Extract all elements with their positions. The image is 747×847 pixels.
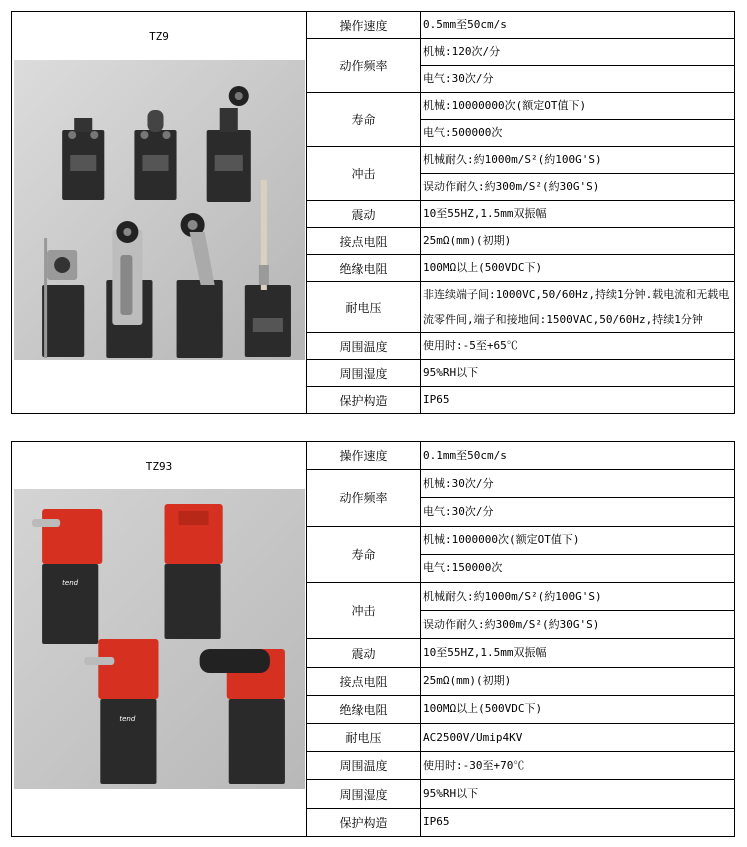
spec-label: 周围温度	[307, 333, 421, 360]
spec-value: 电气:500000次	[421, 120, 735, 147]
spec-table-tz9	[11, 11, 735, 414]
spec-value: 0.5mm至50cm/s	[421, 12, 735, 39]
spec-label: 冲击	[307, 583, 421, 639]
spec-label: 寿命	[307, 93, 421, 147]
spec-value: 0.1mm至50cm/s	[421, 442, 735, 470]
spec-label: 动作频率	[307, 39, 421, 93]
spec-value: 95%RH以下	[421, 360, 735, 387]
spec-label: 操作速度	[307, 442, 421, 470]
spec-label: 接点电阻	[307, 228, 421, 255]
spec-value: 机械:10000000次(额定OT值下)	[421, 93, 735, 120]
product-photo	[14, 489, 305, 789]
spec-value: 25mΩ(mm)(初期)	[421, 667, 735, 695]
spec-value: 使用时:-30至+70℃	[421, 752, 735, 780]
brand-text: tend	[62, 578, 79, 587]
spec-row	[12, 12, 735, 39]
spec-value: 机械:30次/分	[421, 470, 735, 498]
product-model-label: TZ93	[145, 460, 173, 473]
spec-label: 周围温度	[307, 752, 421, 780]
spec-value: 机械耐久:約1000m/S²(約100G'S)	[421, 583, 735, 611]
product-photo	[14, 60, 305, 360]
spec-value: 10至55HZ,1.5mm双振幅	[421, 639, 735, 667]
spec-label: 周围湿度	[307, 360, 421, 387]
spec-value: 机械耐久:約1000m/S²(約100G'S)	[421, 147, 735, 174]
spec-table-tz93	[11, 441, 735, 837]
product-model-label: TZ9	[149, 30, 169, 43]
spec-value: 机械:120次/分	[421, 39, 735, 66]
safety-switch-product-photo	[14, 489, 305, 789]
spec-label: 震动	[307, 201, 421, 228]
safety-switch-2	[165, 504, 223, 639]
safety-switch-1	[32, 509, 102, 644]
spec-label: 寿命	[307, 526, 421, 582]
spec-label: 接点电阻	[307, 667, 421, 695]
spec-label: 冲击	[307, 147, 421, 201]
spec-label: 动作频率	[307, 470, 421, 526]
spec-value: IP65	[421, 387, 735, 414]
product-image-cell	[12, 12, 307, 414]
spec-value: 使用时:-5至+65℃	[421, 333, 735, 360]
spec-value: 电气:30次/分	[421, 498, 735, 526]
spec-value: 非连续端子间:1000VC,50/60Hz,持续1分钟.载电流和无载电流零件间,端子和接地间:1500VAC,50/60Hz,持续1分钟	[421, 282, 735, 333]
spec-value: 95%RH以下	[421, 780, 735, 808]
spec-label: 操作速度	[307, 12, 421, 39]
spec-value: 误动作耐久:約300m/S²(約30G'S)	[421, 174, 735, 201]
spec-label: 绝缘电阻	[307, 255, 421, 282]
spec-label: 耐电压	[307, 724, 421, 752]
spec-value: AC2500V/Umip4KV	[421, 724, 735, 752]
spec-value: 25mΩ(mm)(初期)	[421, 228, 735, 255]
spec-value: 100MΩ以上(500VDC下)	[421, 695, 735, 723]
limit-switch-product-photo	[14, 60, 305, 360]
spec-label: 绝缘电阻	[307, 695, 421, 723]
spec-value: IP65	[421, 808, 735, 836]
spec-value: 100MΩ以上(500VDC下)	[421, 255, 735, 282]
product-image-cell	[12, 442, 307, 837]
spec-label: 震动	[307, 639, 421, 667]
spec-value: 电气:150000次	[421, 554, 735, 582]
spec-value: 10至55HZ,1.5mm双振幅	[421, 201, 735, 228]
limit-switch-1	[62, 118, 104, 200]
spec-label: 保护构造	[307, 808, 421, 836]
spec-label: 保护构造	[307, 387, 421, 414]
spec-value: 电气:30次/分	[421, 66, 735, 93]
spec-label: 耐电压	[307, 282, 421, 333]
spec-label: 周围湿度	[307, 780, 421, 808]
spec-row	[12, 442, 735, 470]
spec-value: 误动作耐久:約300m/S²(約30G'S)	[421, 611, 735, 639]
brand-text: tend	[119, 714, 136, 723]
spec-value: 机械:1000000次(额定OT值下)	[421, 526, 735, 554]
